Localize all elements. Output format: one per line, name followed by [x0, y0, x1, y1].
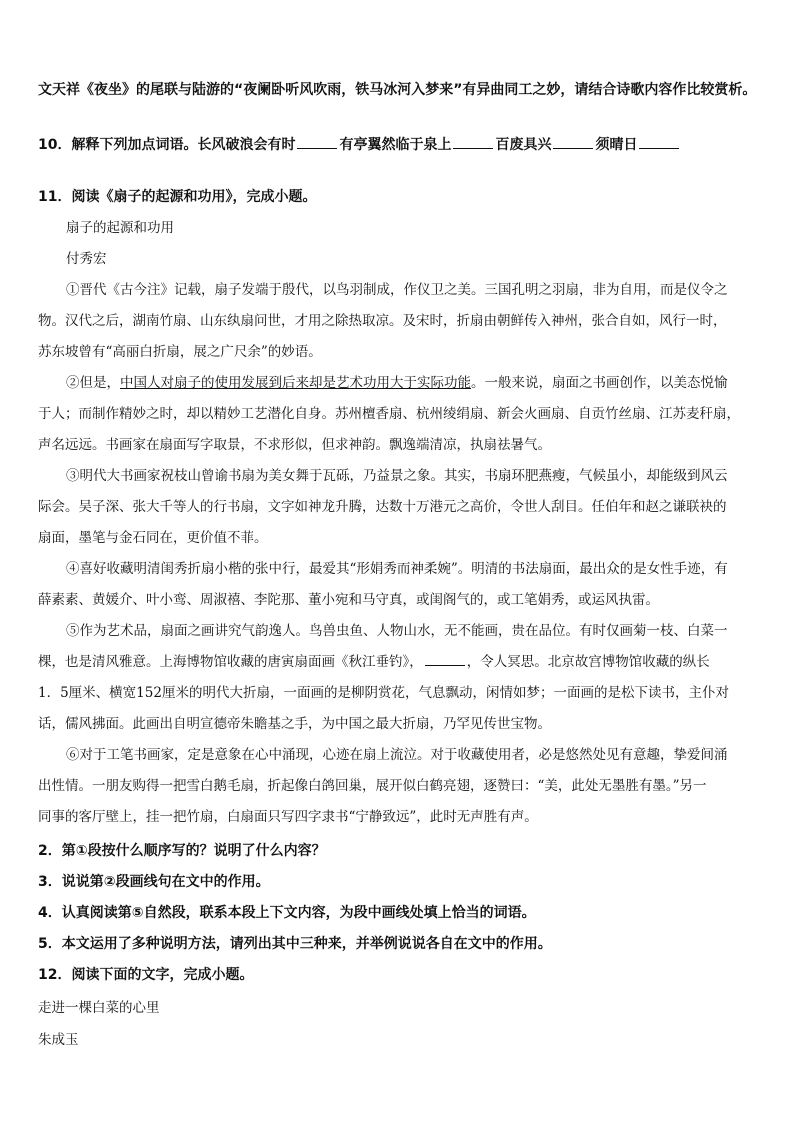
q10-text-2: 有亭翼然临于泉上	[339, 137, 452, 153]
paragraph-6-line-2: 出性情。一朋友购得一把雪白鹅毛扇，折起像白鸽回巢，展开似白鹤亮翅，逐赞曰：“美，此处无墨胜有墨。”另一	[38, 778, 707, 794]
paragraph-4-line-1: ④喜好收藏明清闺秀折扇小楷的张中行，最爱其“形娟秀而神柔婉”。明清的书法扇面，最出众的是女性手迹，有	[66, 561, 728, 577]
paragraph-2-line-2: 于人；而制作精妙之时，却以精妙工艺潜化自身。苏州檀香扇、杭州绫绢扇、新会火画扇、自贡竹丝扇、江苏麦秆扇，	[38, 406, 740, 422]
q10-text-1: 10．解释下列加点词语。长风破浪会有时	[38, 137, 296, 153]
article-title: 扇子的起源和功用	[66, 220, 174, 236]
q10-text-3: 百废具兴	[495, 137, 552, 153]
paragraph-3-line-2: 际会。吴子深、张大千等人的行书扇，文字如神龙升腾，达数十万港元之高价，令世人刮目。任伯年和赵之谦联袂的	[38, 499, 727, 515]
question-10	[38, 135, 764, 155]
paragraph-1-line-2: 物。汉代之后，湖南竹扇、山东纨扇问世，才用之除热取凉。及宋时，折扇由朝鲜传入神州，张合自如，风行一时，	[38, 313, 727, 329]
paragraph-5-line-2	[38, 652, 764, 672]
p2-text-pre: ②但是，	[66, 375, 120, 391]
paragraph-5-line-3: 1．5厘米、横宽152厘米的明代大折扇，一面画的是柳阴赏花，气息飘动，闲情如梦；一面画的是松下读书，主仆对	[38, 685, 729, 701]
sub-question-5: 5．本文运用了多种说明方法，请列出其中三种来，并举例说说各自在文中的作用。	[38, 936, 552, 952]
paragraph-6-line-1: ⑥对于工笔书画家，定是意象在心中涌现，心迹在扇上流泣。对于收藏使用者，必是悠然处见有意趣，挚爱间涌	[66, 747, 728, 763]
paragraph-5-line-1: ⑤作为艺术品，扇面之画讲究气韵逸人。鸟兽虫鱼、人物山水，无不能画，贵在品位。有时仅画菊一枝、白菜一	[66, 623, 728, 639]
sub-question-2: 2．第①段按什么顺序写的？说明了什么内容？	[38, 843, 326, 859]
underlined-sentence: 中国人对扇子的使用发展到后来却是艺术功用大于实际功能	[120, 375, 471, 391]
question-11: 11．阅读《扇子的起源和功用》，完成小题。	[38, 189, 317, 205]
sub-question-4: 4．认真阅读第⑤自然段，联系本段上下文内容，为段中画线处填上恰当的词语。	[38, 905, 536, 921]
answer-blank	[297, 147, 337, 149]
paragraph-3-line-3: 扇面，墨笔与金石同在，更价值不菲。	[38, 530, 268, 546]
answer-blank	[425, 664, 465, 666]
p5-text-post: ，令人冥思。北京故宫博物馆收藏的纵长	[466, 654, 710, 670]
p2-text-post: 。一般来说，扇面之书画创作，以美态悦愉	[471, 375, 728, 391]
paragraph-2-line-1	[66, 373, 764, 393]
paragraph-4-line-2: 薛素素、黄媛介、叶小鸾、周淑禧、李陀那、董小宛和马守真，或闺阁气的，或工笔娟秀，或运风执雷。	[38, 592, 659, 608]
p5-text-pre: 棵，也是清风雅意。上海博物馆收藏的唐寅扇面画《秋江垂钓》，	[38, 654, 423, 670]
paragraph-6-line-3: 同事的客厅壁上，挂一把竹扇，白扇面只写四字隶书“宁静致远”，此时无声胜有声。	[38, 809, 538, 825]
question-9-tail: 文天祥《夜坐》的尾联与陆游的“夜阑卧听风吹雨，铁马冰河入梦来”有异曲同工之妙，请结合诗歌内容作比较赏析。	[38, 82, 757, 98]
article-author: 付秀宏	[66, 251, 107, 267]
paragraph-1-line-3: 苏东坡曾有“高丽白折扇，展之广尺余”的妙语。	[38, 344, 322, 360]
article-2-author: 朱成玉	[38, 1032, 79, 1048]
paragraph-2-line-3: 声名远远。书画家在扇面写字取景，不求形似，但求神韵。飘逸端清凉，执扇祛暑气。	[38, 437, 551, 453]
paragraph-5-line-4: 话，儒风拂面。此画出自明宣德帝朱瞻基之手，为中国之最大折扇，乃罕见传世宝物。	[38, 716, 551, 732]
paragraph-3-line-1: ③明代大书画家祝枝山曾谕书扇为美女舞于瓦砾，乃益景之象。其实，书扇环肥燕瘦，气候虽小，却能级到风云	[66, 468, 728, 484]
sub-question-3: 3．说说第②段画线句在文中的作用。	[38, 874, 270, 890]
answer-blank	[639, 147, 679, 149]
answer-blank	[453, 147, 493, 149]
article-2-title: 走进一棵白菜的心里	[38, 1000, 160, 1016]
question-12: 12．阅读下面的文字，完成小题。	[38, 967, 254, 983]
answer-blank	[553, 147, 593, 149]
q10-text-4: 须晴日	[595, 137, 638, 153]
paragraph-1-line-1: ①晋代《古今注》记载，扇子发端于殷代，以鸟羽制成，作仪卫之美。三国孔明之羽扇，非为自用，而是仪令之	[66, 282, 728, 298]
